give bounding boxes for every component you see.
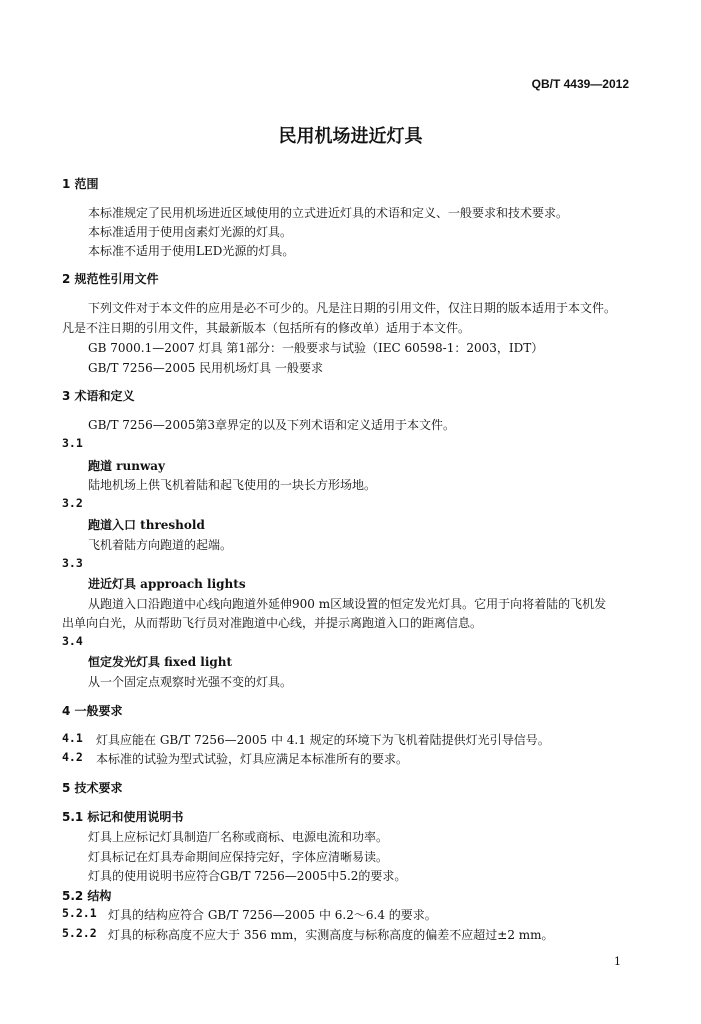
section-1-paragraph: 本标准规定了民用机场进近区域使用的立式进近灯具的术语和定义、一般要求和技术要求。 — [88, 206, 569, 220]
clause-text: 灯具的结构应符合 GB/T 7256—2005 中 6.2～6.4 的要求。 — [108, 908, 437, 922]
section-4-heading: 4 一般要求 — [62, 704, 123, 718]
section-3-heading: 3 术语和定义 — [62, 389, 135, 403]
term-definition: 从一个固定点观察时光强不变的灯具。 — [88, 675, 293, 689]
subsection-5-2-heading: 5.2 结构 — [62, 889, 112, 903]
clause-text: 灯具应能在 GB/T 7256—2005 中 4.1 规定的环境下为飞机着陆提供灯光引导信号。 — [96, 733, 550, 747]
clause-number: 5.2.1 — [62, 906, 97, 920]
section-2-paragraph: 凡是不注日期的引用文件，其最新版本（包括所有的修改单）适用于本文件。 — [62, 321, 471, 335]
term-title: 跑道入口 threshold — [88, 518, 205, 532]
clause-text: 灯具的标称高度不应大于 356 mm，实测高度与标称高度的偏差不应超过±2 mm。 — [108, 928, 554, 942]
term-definition: 出单向白光，从而帮助飞行员对准跑道中心线，并提示离跑道入口的距离信息。 — [62, 616, 483, 630]
term-definition: 飞机着陆方向跑道的起端。 — [88, 538, 233, 552]
normative-reference: GB/T 7256—2005 民用机场灯具 一般要求 — [88, 361, 323, 375]
term-title: 跑道 runway — [88, 459, 166, 473]
clause-number: 5.2.2 — [62, 926, 97, 940]
section-1-heading: 1 范围 — [62, 177, 99, 191]
clause-text: 本标准的试验为型式试验，灯具应满足本标准所有的要求。 — [96, 752, 409, 766]
clause-text: 灯具上应标记灯具制造厂名称或商标、电源电流和功率。 — [88, 830, 389, 844]
section-5-heading: 5 技术要求 — [62, 781, 123, 795]
page-number: 1 — [614, 955, 621, 968]
term-number: 3.1 — [62, 436, 83, 450]
term-number: 3.4 — [62, 634, 83, 648]
term-definition: 从跑道入口沿跑道中心线向跑道外延伸900 m区域设置的恒定发光灯具。它用于向将着陆的飞机发 — [88, 597, 607, 611]
term-number: 3.2 — [62, 496, 83, 510]
clause-number: 4.2 — [62, 750, 83, 764]
clause-text: 灯具标记在灯具寿命期间应保持完好，字体应清晰易读。 — [88, 850, 389, 864]
standard-code: QB/T 4439—2012 — [531, 77, 629, 91]
section-1-paragraph: 本标准适用于使用卤素灯光源的灯具。 — [88, 225, 293, 239]
term-title: 恒定发光灯具 fixed light — [88, 655, 233, 669]
normative-reference: GB 7000.1—2007 灯具 第1部分：一般要求与试验（IEC 60598-1：2003，IDT） — [88, 341, 544, 355]
section-2-paragraph: 下列文件对于本文件的应用是必不可少的。凡是注日期的引用文件，仅注日期的版本适用于本文件。 — [88, 301, 617, 315]
page-title: 民用机场进近灯具 — [278, 126, 423, 147]
section-1-paragraph: 本标准不适用于使用LED光源的灯具。 — [88, 244, 295, 258]
subsection-5-1-heading: 5.1 标记和使用说明书 — [62, 810, 184, 824]
section-3-intro: GB/T 7256—2005第3章界定的以及下列术语和定义适用于本文件。 — [88, 418, 455, 432]
clause-text: 灯具的使用说明书应符合GB/T 7256—2005中5.2的要求。 — [88, 869, 407, 883]
clause-number: 4.1 — [62, 731, 83, 745]
section-2-heading: 2 规范性引用文件 — [62, 272, 159, 286]
term-definition: 陆地机场上供飞机着陆和起飞使用的一块长方形场地。 — [88, 478, 377, 492]
term-number: 3.3 — [62, 556, 83, 570]
term-title: 进近灯具 approach lights — [88, 577, 246, 591]
